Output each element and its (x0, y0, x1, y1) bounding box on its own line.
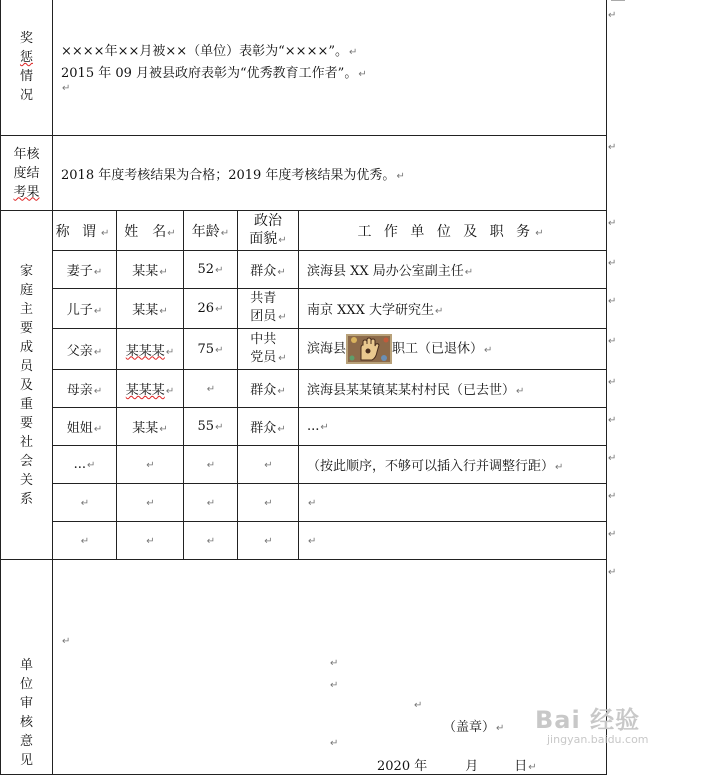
family-row: 妻子↵ 某某↵ 52↵ 群众↵ 滨海县 XX 局办公室副主任↵ (1, 251, 607, 289)
assessment-label: 年核 度结 考果 (1, 136, 53, 211)
family-label: 家 庭 主 要 成 员 及 重 要 社 会 关 系 (1, 211, 53, 560)
row-end-mark: ↵ (608, 296, 617, 307)
row-end-mark: ↵ (608, 377, 617, 388)
review-row (1, 560, 607, 775)
family-row: ...↵ ↵ ↵ ↵ （按此顺序，不够可以插入行并调整行距）↵ (1, 446, 607, 484)
awards-content[interactable] (53, 0, 607, 136)
row-end-mark: ↵ (608, 567, 617, 578)
hand-sticker-icon (346, 334, 392, 364)
family-row: 母亲↵ 某某某↵ ↵ 群众↵ 滨海县某某镇某某村村民（已去世）↵ (1, 370, 607, 408)
family-row: 儿子↵ 某某↵ 26↵ 共青团员 ↵ 南京 XXX 大学研究生↵ (1, 289, 607, 329)
row-end-mark: ↵ (608, 142, 617, 153)
family-row: ↵ ↵ ↵ ↵ ↵ (1, 522, 607, 560)
page-corner-mark (611, 0, 625, 1)
family-row: 父亲↵ 某某某↵ 75↵ 中共党员 ↵ 滨海县 职工（已退休）↵ (1, 329, 607, 370)
awards-label: 奖 惩 情 况 (1, 0, 53, 136)
row-end-mark: ↵ (608, 258, 617, 269)
assessment-content[interactable]: 2018 年度考核结果为合格；2019 年度考核结果为优秀。↵ (53, 136, 607, 211)
review-label: 单 位 审 核 意 见 (1, 560, 53, 775)
header-name: 姓 名↵ (117, 211, 184, 251)
header-political: 政治 面貌↵ (238, 211, 299, 251)
family-row: ↵ ↵ ↵ ↵ ↵ (1, 484, 607, 522)
review-content[interactable]: ↵ ↵ ↵ ↵ （盖章）↵ ↵ 2020 年 月 日↵ (53, 560, 607, 775)
header-age: 年龄↵ (184, 211, 238, 251)
baidu-jingyan-watermark: Bai 经验 jingyan.baidu.com (535, 706, 649, 746)
header-work: 工 作 单 位 及 职 务↵ (299, 211, 607, 251)
assessment-row (1, 136, 607, 211)
header-relation: 称 谓↵ (53, 211, 117, 251)
review-date: 2020 年 月 日↵ (377, 759, 537, 774)
row-end-mark: ↵ (608, 415, 617, 426)
family-row: 姐姐↵ 某某↵ 55↵ 群众↵ ...↵ (1, 408, 607, 446)
awards-line-1: ××××年××月被××（单位）表彰为“××××”。↵ (61, 44, 358, 59)
row-end-mark: ↵ (608, 529, 617, 540)
row-end-mark: ↵ (608, 10, 617, 21)
row-end-mark: ↵ (608, 453, 617, 464)
seal-text: （盖章）↵ (443, 720, 505, 735)
awards-line-2: 2015 年 09 月被县政府表彰为“优秀教育工作者”。↵ (61, 66, 367, 81)
family-header-row (1, 211, 607, 251)
awards-row (1, 0, 607, 136)
awards-empty-line: ↵ (62, 83, 71, 94)
row-end-mark: ↵ (608, 491, 617, 502)
row-end-mark: ↵ (608, 218, 617, 229)
row-end-mark: ↵ (608, 336, 617, 347)
